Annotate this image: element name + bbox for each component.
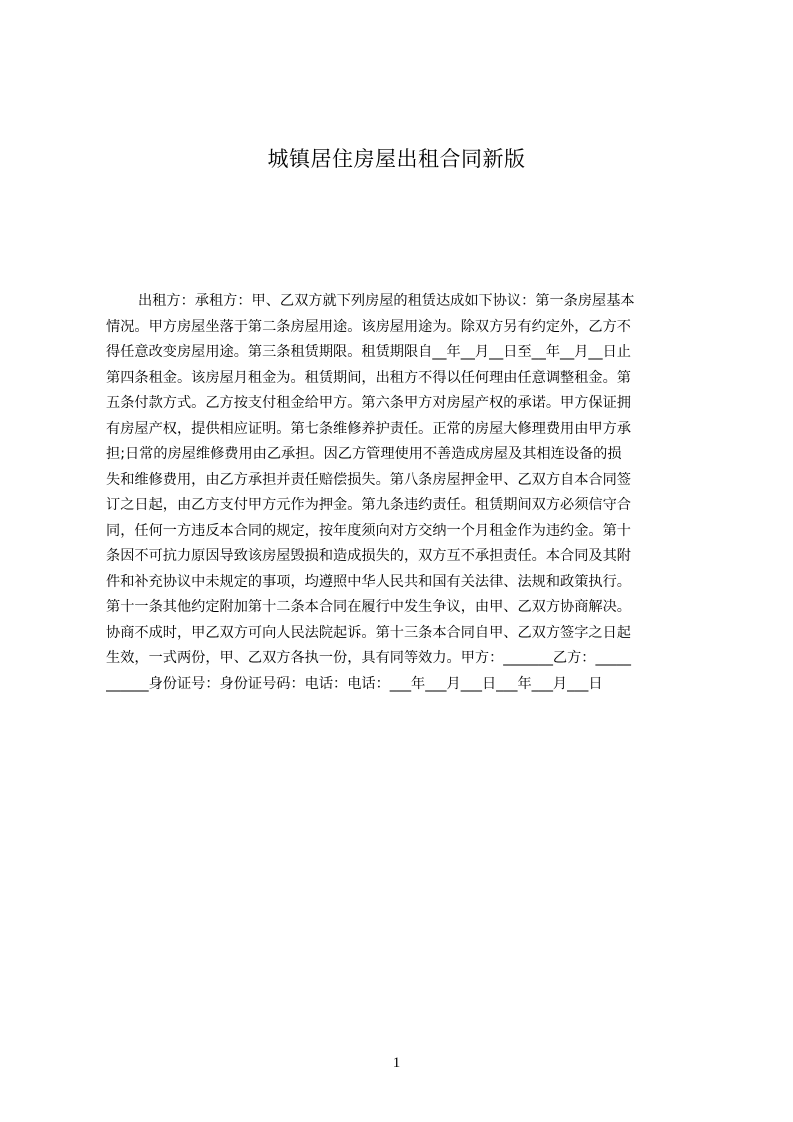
body-line: 条因不可抗力原因导致该房屋毁损和造成损失的，双方互不承担责任。本合同及其附	[106, 548, 631, 564]
body-line: 五条付款方式。乙方按支付租金给甲方。第六条甲方对房屋产权的承诺。甲方保证拥	[106, 395, 631, 411]
body-line: 订之日起，由乙方支付甲方元作为押金。第九条违约责任。租赁期间双方必须信守合	[106, 497, 631, 513]
page-number: 1	[392, 1055, 401, 1071]
body-line: 生效，一式两份，甲、乙双方各执一份，具有同等效力。甲方：_______乙方：_____	[106, 650, 631, 666]
body-line: 出租方：承租方：甲、乙双方就下列房屋的租赁达成如下协议：第一条房屋基本	[138, 293, 635, 309]
body-line: 情况。甲方房屋坐落于第二条房屋用途。该房屋用途为。除双方另有约定外，乙方不	[106, 318, 631, 335]
body-line: 协商不成时，甲乙双方可向人民法院起诉。第十三条本合同自甲、乙双方签字之日起	[106, 624, 631, 641]
body-line: 失和维修费用，由乙方承担并责任赔偿损失。第八条房屋押金甲、乙双方自本合同签	[106, 471, 631, 488]
body-line: 件和补充协议中未规定的事项，均遵照中华人民共和国有关法律、法规和政策执行。	[106, 573, 631, 590]
contract-body	[106, 289, 699, 697]
body-line: 同，任何一方违反本合同的规定，按年度须向对方交纳一个月租金作为违约金。第十	[106, 522, 631, 539]
body-line: 第十一条其他约定附加第十二条本合同在履行中发生争议，由甲、乙双方协商解决。	[106, 599, 631, 615]
document-title: 城镇居住房屋出租合同新版	[267, 147, 526, 171]
body-line: ______身份证号：身份证号码：电话：电话：___年___月___日___年___月___日	[106, 675, 603, 692]
body-line: 得任意改变房屋用途。第三条租赁期限。租赁期限自__年__月__日至__年__月__日止	[106, 344, 631, 360]
body-line: 担;日常的房屋维修费用由乙承担。因乙方管理使用不善造成房屋及其相连设备的损	[106, 446, 622, 462]
body-line: 第四条租金。该房屋月租金为。租赁期间，出租方不得以任何理由任意调整租金。第	[106, 369, 631, 386]
body-line: 有房屋产权，提供相应证明。第七条维修养护责任。正常的房屋大修理费用由甲方承	[106, 420, 631, 437]
